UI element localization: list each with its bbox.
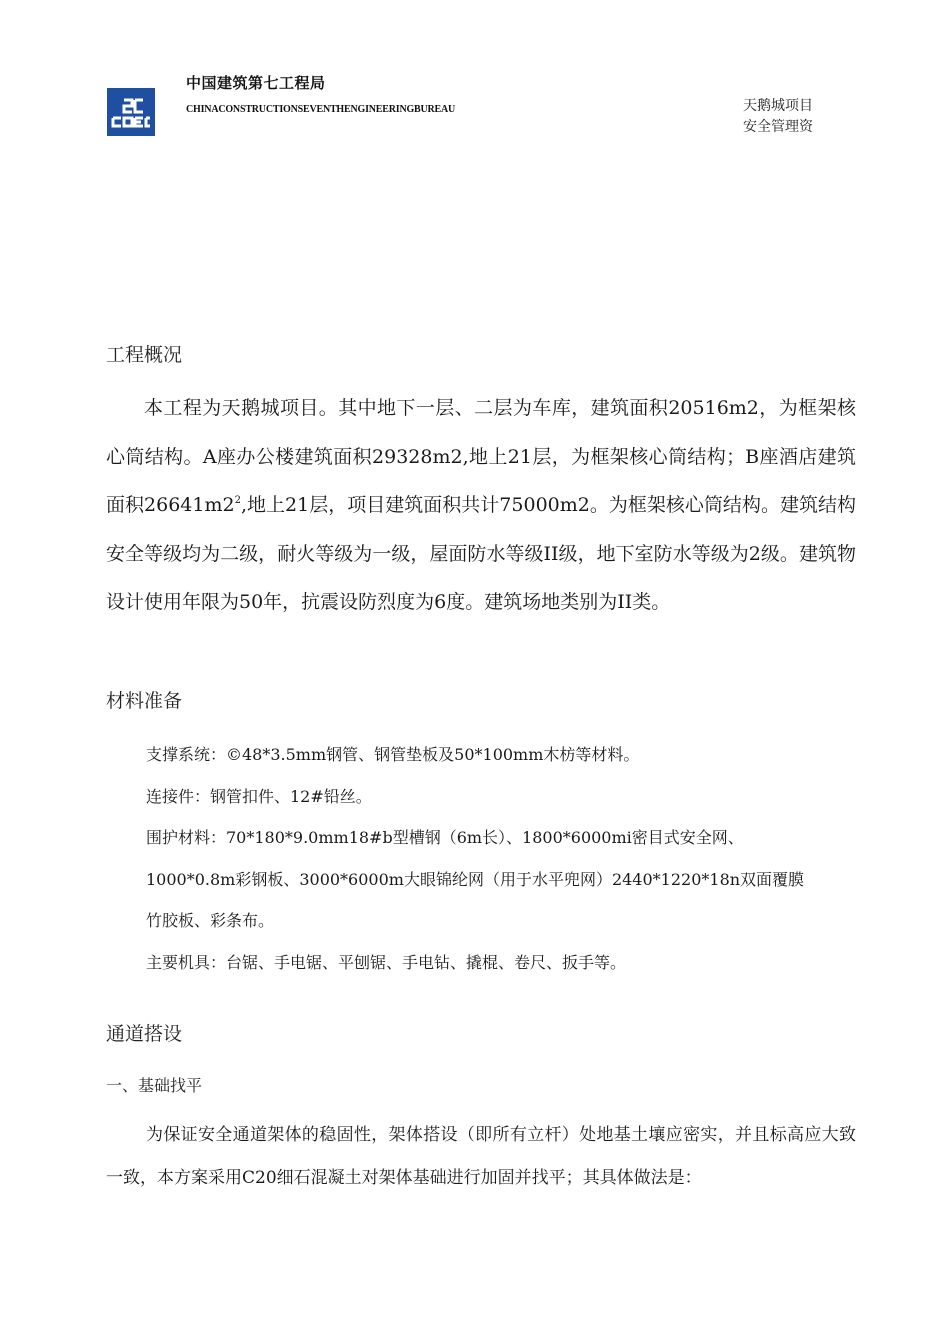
- cscec-logo-icon: [107, 88, 155, 136]
- overview-superscript: 2: [234, 495, 241, 506]
- list-item: 1000*0.8m彩钢板、3000*6000m大眼锦纶网（用于水平兜网）2440*1220*18n双面覆膜: [146, 869, 805, 889]
- foundation-paragraph: 为保证安全通道架体的稳固性，架体搭设（即所有立杆）处地基土壤应密实，并且标高应大致一致，本方案采用C20细石混凝土对架体基础进行加固并找平；其具体做法是：: [106, 1125, 856, 1188]
- section-title-overview: 工程概况: [106, 344, 183, 366]
- company-name-en: CHINACONSTRUCTIONSEVENTHENGINEERINGBUREAU: [186, 104, 456, 115]
- company-name-cn: 中国建筑第七工程局: [186, 74, 326, 92]
- subsection-title-foundation: 一、基础找平: [106, 1076, 203, 1095]
- list-item: 支撑系统：©48*3.5mm钢管、钢管垫板及50*100mm木枋等材料。: [146, 745, 640, 764]
- list-item: 围护材料：70*180*9.0mm18#b型槽钢（6m长）、1800*6000mi密目式安全网、: [146, 828, 744, 847]
- section-title-materials: 材料准备: [106, 690, 183, 712]
- overview-text-a: 本工程为天鹅城项目。其中地下一层、二层为车库，建筑面积20516m2，为框架核心筒结构。A座办公楼建筑面积29328m2,地上21层，为框架核心筒结构；B座酒店建筑面积26641m2: [106, 397, 856, 516]
- section-title-channel: 通道搭设: [106, 1023, 183, 1045]
- overview-text-b: ,地上21层，项目建筑面积共计75000m2。为框架核心筒结构。建筑结构安全等级均为二级，耐火等级为一级，屋面防水等级II级，地下室防水等级为2级。建筑物设计使用年限为50年，抗震设防烈度为6度。建筑场地类别为II类。: [106, 494, 856, 613]
- materials-list: [146, 734, 870, 983]
- list-item: 竹胶板、彩条布。: [146, 911, 275, 930]
- list-item: 连接件：钢管扣件、12#铅丝。: [146, 786, 372, 806]
- list-item: 主要机具：台锯、手电锯、平刨锯、手电钻、撬棍、卷尺、扳手等。: [146, 952, 627, 972]
- overview-paragraph: [106, 384, 856, 627]
- doc-category: 安全管理资: [743, 119, 813, 135]
- project-name: 天鹅城项目: [743, 98, 813, 114]
- project-header: [743, 96, 853, 136]
- company-logo: [107, 88, 155, 136]
